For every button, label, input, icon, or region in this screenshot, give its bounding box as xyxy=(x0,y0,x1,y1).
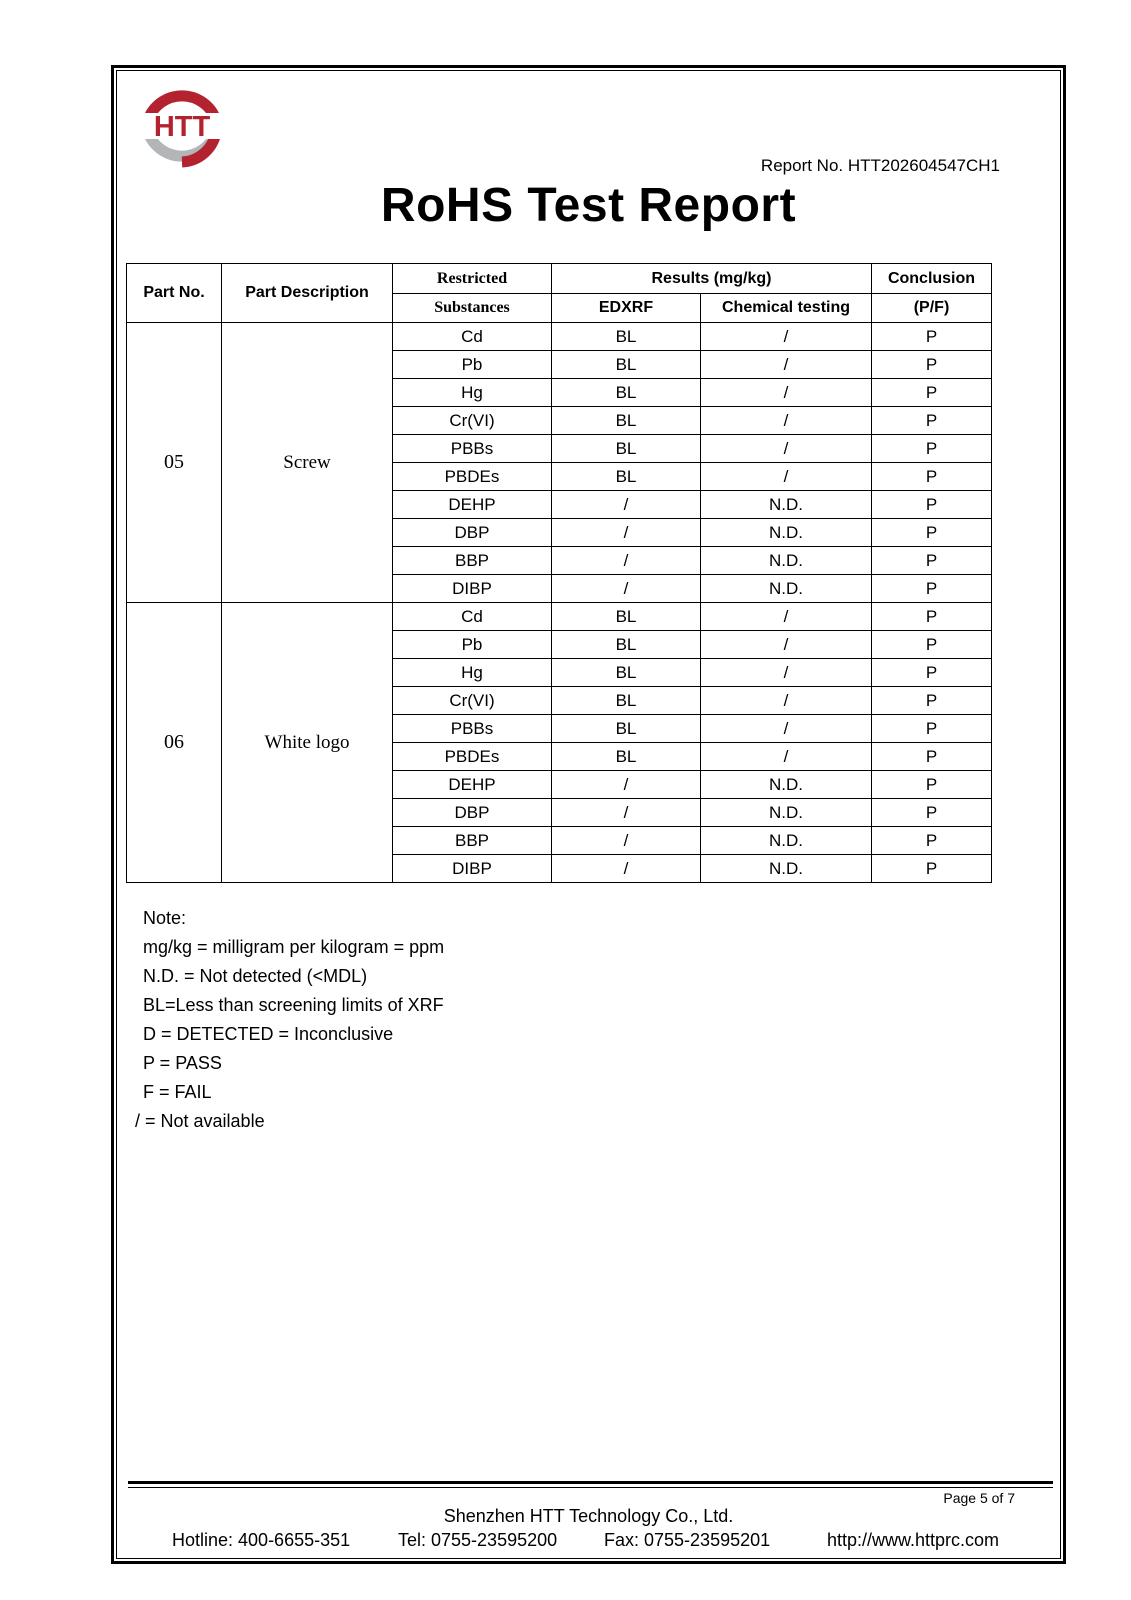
part-number-cell: 05 xyxy=(127,323,222,603)
edxrf-cell: / xyxy=(552,547,701,575)
substance-cell: Pb xyxy=(393,351,552,379)
chemical-testing-cell: N.D. xyxy=(701,855,872,883)
edxrf-cell: BL xyxy=(552,379,701,407)
footer-divider xyxy=(128,1481,1053,1484)
edxrf-cell: / xyxy=(552,855,701,883)
conclusion-cell: P xyxy=(872,379,992,407)
note-line: N.D. = Not detected (<MDL) xyxy=(143,966,368,986)
edxrf-cell: BL xyxy=(552,435,701,463)
edxrf-cell: / xyxy=(552,519,701,547)
website-link[interactable]: http://www.httprc.com xyxy=(827,1530,1000,1550)
edxrf-cell: / xyxy=(552,827,701,855)
chemical-testing-cell: N.D. xyxy=(701,799,872,827)
header-part-no: Part No. xyxy=(127,264,222,323)
telephone: Tel: 0755-23595200 xyxy=(398,1530,558,1550)
conclusion-cell: P xyxy=(872,575,992,603)
chemical-testing-cell: N.D. xyxy=(701,491,872,519)
substance-cell: Hg xyxy=(393,659,552,687)
chemical-testing-cell: / xyxy=(701,351,872,379)
conclusion-cell: P xyxy=(872,463,992,491)
part-description-cell: White logo xyxy=(222,603,393,883)
conclusion-cell: P xyxy=(872,351,992,379)
notes-heading: Note: xyxy=(143,908,187,928)
edxrf-cell: BL xyxy=(552,351,701,379)
chemical-testing-cell: / xyxy=(701,463,872,491)
substance-cell: DBP xyxy=(393,799,552,827)
conclusion-cell: P xyxy=(872,855,992,883)
chemical-testing-cell: / xyxy=(701,659,872,687)
page-number: Page 5 of 7 xyxy=(943,1490,1015,1506)
note-line: D = DETECTED = Inconclusive xyxy=(143,1024,394,1044)
edxrf-cell: / xyxy=(552,771,701,799)
edxrf-cell: BL xyxy=(552,743,701,771)
part-number-cell: 06 xyxy=(127,603,222,883)
substance-cell: DEHP xyxy=(393,491,552,519)
conclusion-cell: P xyxy=(872,827,992,855)
edxrf-cell: BL xyxy=(552,631,701,659)
table-row xyxy=(127,603,992,631)
edxrf-cell: BL xyxy=(552,659,701,687)
conclusion-cell: P xyxy=(872,771,992,799)
chemical-testing-cell: N.D. xyxy=(701,575,872,603)
chemical-testing-cell: / xyxy=(701,603,872,631)
header-restricted-line2: Substances xyxy=(393,294,552,323)
conclusion-cell: P xyxy=(872,715,992,743)
header-part-description: Part Description xyxy=(222,264,393,323)
edxrf-cell: / xyxy=(552,575,701,603)
edxrf-cell: BL xyxy=(552,463,701,491)
edxrf-cell: BL xyxy=(552,715,701,743)
part-description-cell: Screw xyxy=(222,323,393,603)
substance-cell: PBBs xyxy=(393,715,552,743)
substance-cell: PBDEs xyxy=(393,463,552,491)
substance-cell: DIBP xyxy=(393,855,552,883)
company-name: Shenzhen HTT Technology Co., Ltd. xyxy=(443,1506,734,1526)
substance-cell: Cr(VI) xyxy=(393,687,552,715)
page-title: RoHS Test Report xyxy=(380,179,797,232)
note-line: BL=Less than screening limits of XRF xyxy=(143,995,444,1015)
substance-cell: BBP xyxy=(393,827,552,855)
chemical-testing-cell: / xyxy=(701,435,872,463)
edxrf-cell: BL xyxy=(552,407,701,435)
conclusion-cell: P xyxy=(872,687,992,715)
table-row xyxy=(127,323,992,351)
substance-cell: PBDEs xyxy=(393,743,552,771)
header-conclusion-line2: (P/F) xyxy=(872,294,992,323)
conclusion-cell: P xyxy=(872,631,992,659)
substance-cell: Hg xyxy=(393,379,552,407)
chemical-testing-cell: / xyxy=(701,407,872,435)
chemical-testing-cell: / xyxy=(701,379,872,407)
edxrf-cell: BL xyxy=(552,603,701,631)
hotline: Hotline: 400-6655-351 xyxy=(172,1530,351,1550)
edxrf-cell: / xyxy=(552,491,701,519)
conclusion-cell: P xyxy=(872,547,992,575)
conclusion-cell: P xyxy=(872,799,992,827)
note-line: mg/kg = milligram per kilogram = ppm xyxy=(143,937,445,957)
substance-cell: Cr(VI) xyxy=(393,407,552,435)
chemical-testing-cell: / xyxy=(701,687,872,715)
chemical-testing-cell: N.D. xyxy=(701,827,872,855)
htt-logo xyxy=(136,80,228,172)
chemical-testing-cell: / xyxy=(701,323,872,351)
substance-cell: Cd xyxy=(393,603,552,631)
chemical-testing-cell: / xyxy=(701,743,872,771)
logo-text: HTT xyxy=(153,111,211,143)
results-table xyxy=(126,263,992,883)
edxrf-cell: BL xyxy=(552,323,701,351)
footer-divider-thin xyxy=(128,1487,1053,1488)
substance-cell: DEHP xyxy=(393,771,552,799)
chemical-testing-cell: N.D. xyxy=(701,519,872,547)
header-chemical-testing: Chemical testing xyxy=(701,294,872,323)
edxrf-cell: BL xyxy=(552,687,701,715)
header-results: Results (mg/kg) xyxy=(552,264,872,294)
substance-cell: Cd xyxy=(393,323,552,351)
chemical-testing-cell: / xyxy=(701,631,872,659)
edxrf-cell: / xyxy=(552,799,701,827)
header-edxrf: EDXRF xyxy=(552,294,701,323)
substance-cell: DBP xyxy=(393,519,552,547)
substance-cell: BBP xyxy=(393,547,552,575)
chemical-testing-cell: / xyxy=(701,715,872,743)
chemical-testing-cell: N.D. xyxy=(701,547,872,575)
conclusion-cell: P xyxy=(872,603,992,631)
substance-cell: Pb xyxy=(393,631,552,659)
substance-cell: PBBs xyxy=(393,435,552,463)
results-table-body xyxy=(127,323,992,883)
header-conclusion-line1: Conclusion xyxy=(872,264,992,294)
substance-cell: DIBP xyxy=(393,575,552,603)
conclusion-cell: P xyxy=(872,659,992,687)
conclusion-cell: P xyxy=(872,435,992,463)
note-line: F = FAIL xyxy=(143,1082,212,1102)
note-line: P = PASS xyxy=(143,1053,222,1073)
conclusion-cell: P xyxy=(872,519,992,547)
report-number: Report No. HTT202604547CH1 xyxy=(760,156,1000,175)
conclusion-cell: P xyxy=(872,743,992,771)
fax: Fax: 0755-23595201 xyxy=(604,1530,771,1550)
header-restricted-line1: Restricted xyxy=(393,264,552,294)
note-line: / = Not available xyxy=(135,1111,265,1131)
conclusion-cell: P xyxy=(872,407,992,435)
chemical-testing-cell: N.D. xyxy=(701,771,872,799)
conclusion-cell: P xyxy=(872,491,992,519)
conclusion-cell: P xyxy=(872,323,992,351)
